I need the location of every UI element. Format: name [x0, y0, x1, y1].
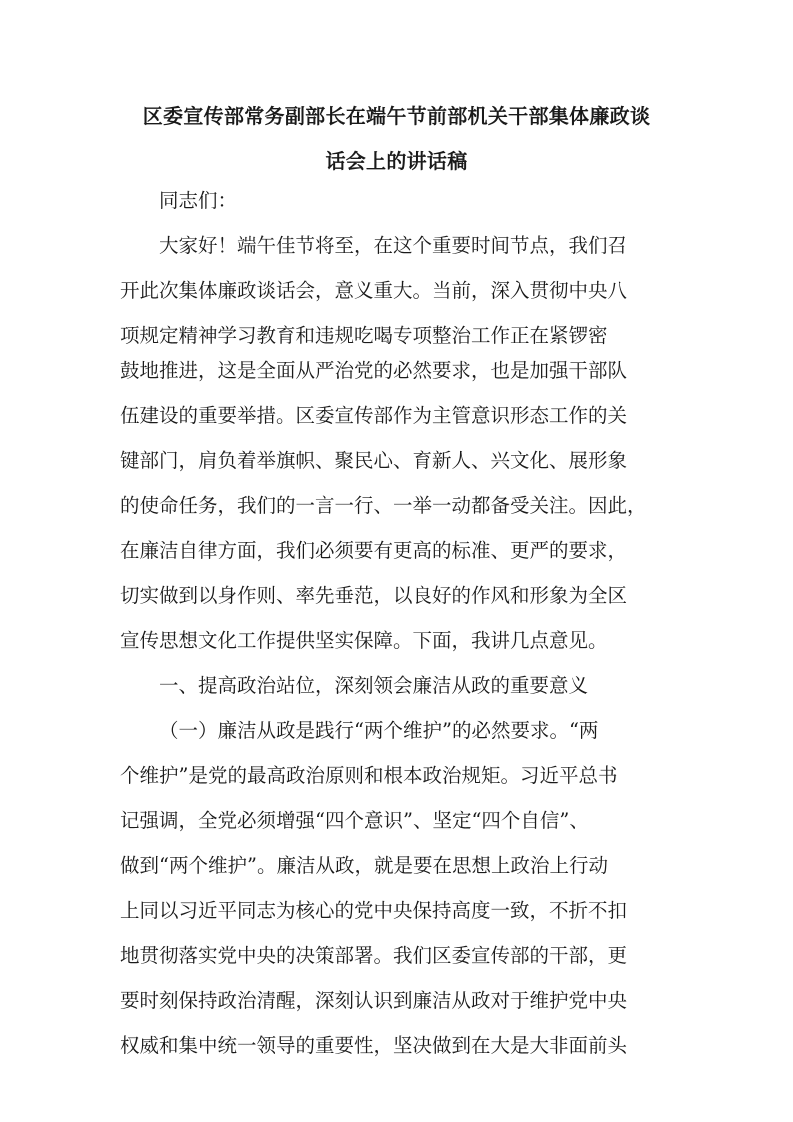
paragraph-line: 地贯彻落实党中央的决策部署。我们区委宣传部的干部，更: [120, 944, 628, 967]
paragraph-line: 做到“两个维护”。廉洁从政，就是要在思想上政治上行动: [120, 854, 608, 877]
paragraph-line: 大家好！端午佳节将至，在这个重要时间节点，我们召: [159, 234, 628, 257]
paragraph-line: 伍建设的重要举措。区委宣传部作为主管意识形态工作的关: [120, 404, 628, 427]
paragraph-line: 权威和集中统一领导的重要性，坚决做到在大是大非面前头: [120, 1034, 628, 1057]
subsection-heading-line: （一）廉洁从政是践行“两个维护”的必然要求。“两: [159, 719, 599, 742]
paragraph-line: 记强调，全党必须增强“四个意识”、坚定“四个自信”、: [120, 809, 589, 832]
paragraph-line: 键部门，肩负着举旗帜、聚民心、育新人、兴文化、展形象: [120, 449, 628, 472]
paragraph-line: 鼓地推进，这是全面从严治党的必然要求，也是加强干部队: [120, 359, 628, 382]
paragraph-line: 要时刻保持政治清醒，深刻认识到廉洁从政对于维护党中央: [120, 989, 628, 1012]
paragraph-line: 宣传思想文化工作提供坚实保障。下面，我讲几点意见。: [120, 629, 608, 652]
paragraph-line: 在廉洁自律方面，我们必须要有更高的标准、更严的要求，: [120, 539, 628, 562]
document-title-line-1: 区委宣传部常务副部长在端午节前部机关干部集体廉政谈: [142, 104, 651, 128]
paragraph-line: 切实做到以身作则、率先垂范，以良好的作风和形象为全区: [120, 584, 628, 607]
paragraph-line: 个维护”是党的最高政治原则和根本政治规矩。习近平总书: [120, 764, 618, 787]
paragraph-line: 的使命任务，我们的一言一行、一举一动都备受关注。因此，: [120, 494, 647, 517]
paragraph-line: 项规定精神学习教育和违规吃喝专项整治工作正在紧锣密: [120, 324, 608, 347]
document-title-line-2: 话会上的讲话稿: [325, 149, 468, 173]
section-heading: 一、提高政治站位，深刻领会廉洁从政的重要意义: [159, 674, 589, 697]
salutation: 同志们：: [159, 189, 238, 212]
paragraph-line: 开此次集体廉政谈话会，意义重大。当前，深入贯彻中央八: [120, 279, 628, 302]
paragraph-line: 上同以习近平同志为核心的党中央保持高度一致，不折不扣: [120, 899, 628, 922]
